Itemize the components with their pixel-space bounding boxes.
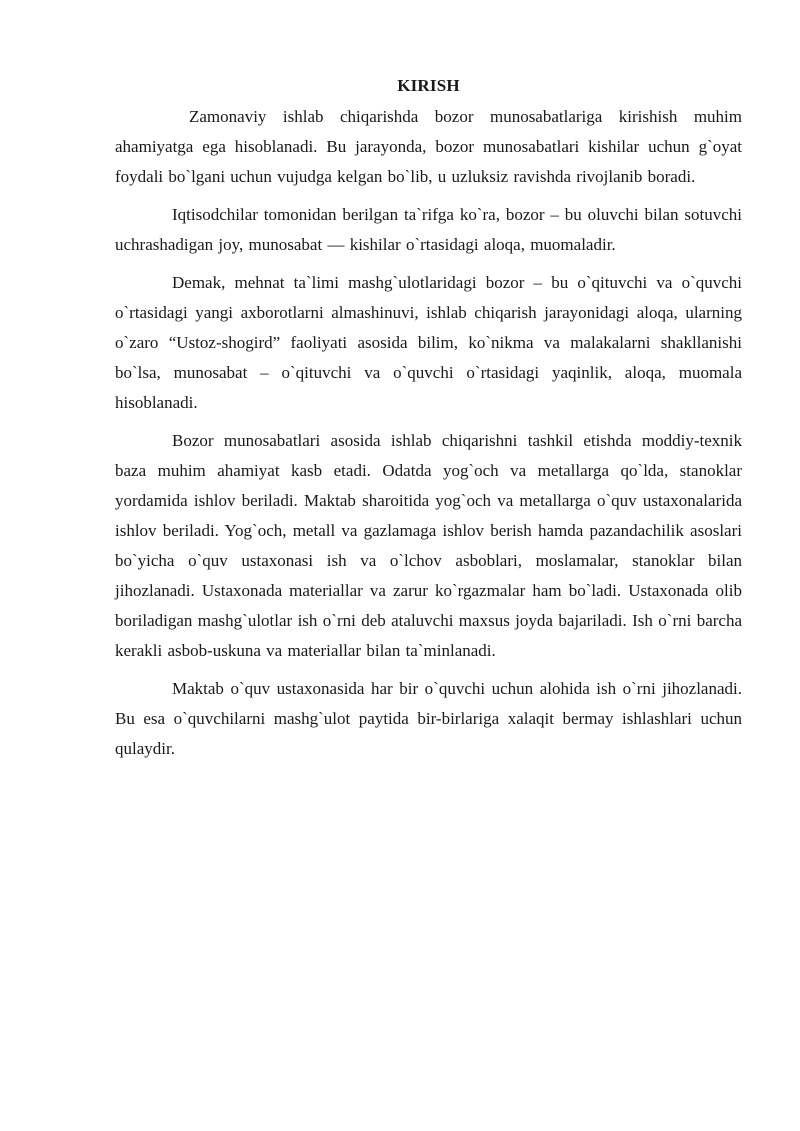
paragraph-5: Maktab o`quv ustaxonasida har bir o`quvchi uchun alohida ish o`rni jihozlanadi. Bu esa o`quvchilarni mashg`ulot paytida bir-birlariga xalaqit bermay ishlashlari uchun qulaydir. bbox=[115, 679, 742, 758]
paragraph-1: Zamonaviy ishlab chiqarishda bozor munosabatlariga kirishish muhim ahamiyatga ega hisoblanadi. Bu jarayonda, bozor munosabatlari kishilar uchun g`oyat foydali bo`lgani uchun vujudga kelgan bo`lib, u uzluksiz ravishda rivojlanib boradi. bbox=[115, 107, 742, 186]
document-title: KIRISH bbox=[397, 76, 460, 95]
paragraph-2: Iqtisodchilar tomonidan berilgan ta`rifga ko`ra, bozor – bu oluvchi bilan sotuvchi uchrashadigan joy, munosabat — kishilar o`rtasidagi aloqa, muomaladir. bbox=[115, 205, 742, 254]
document-page bbox=[115, 74, 742, 772]
paragraph-3: Demak, mehnat ta`limi mashg`ulotlaridagi bozor – bu o`qituvchi va o`quvchi o`rtasidagi yangi axborotlarni almashinuvi, ishlab chiqarish jarayonidagi aloqa, ularning o`zaro “Ustoz-shogird” faoliyati asosida bilim, ko`nikma va malakalarni shakllanishi bo`lsa, munosabat – o`qituvchi va o`quvchi o`rtasidagi yaqinlik, aloqa, muomala hisoblanadi. bbox=[115, 273, 742, 412]
paragraph-4: Bozor munosabatlari asosida ishlab chiqarishni tashkil etishda moddiy-texnik baza muhim ahamiyat kasb etadi. Odatda yog`och va metallarga qo`lda, stanoklar yordamida ishlov beriladi. Maktab sharoitida yog`och va metallarga o`quv ustaxonalarida ishlov beriladi. Yog`och, metall va gazlamaga ishlov berish hamda pazandachilik asoslari bo`yicha o`quv ustaxonasi ish va o`lchov asboblari, moslamalar, stanoklar bilan jihozlanadi. Ustaxonada materiallar va zarur ko`rgazmalar ham bo`ladi. Ustaxonada olib boriladigan mashg`ulotlar ish o`rni deb ataluvchi maxsus joyda bajariladi. Ish o`rni barcha kerakli asbob-uskuna va materiallar bilan ta`minlanadi. bbox=[115, 431, 742, 660]
